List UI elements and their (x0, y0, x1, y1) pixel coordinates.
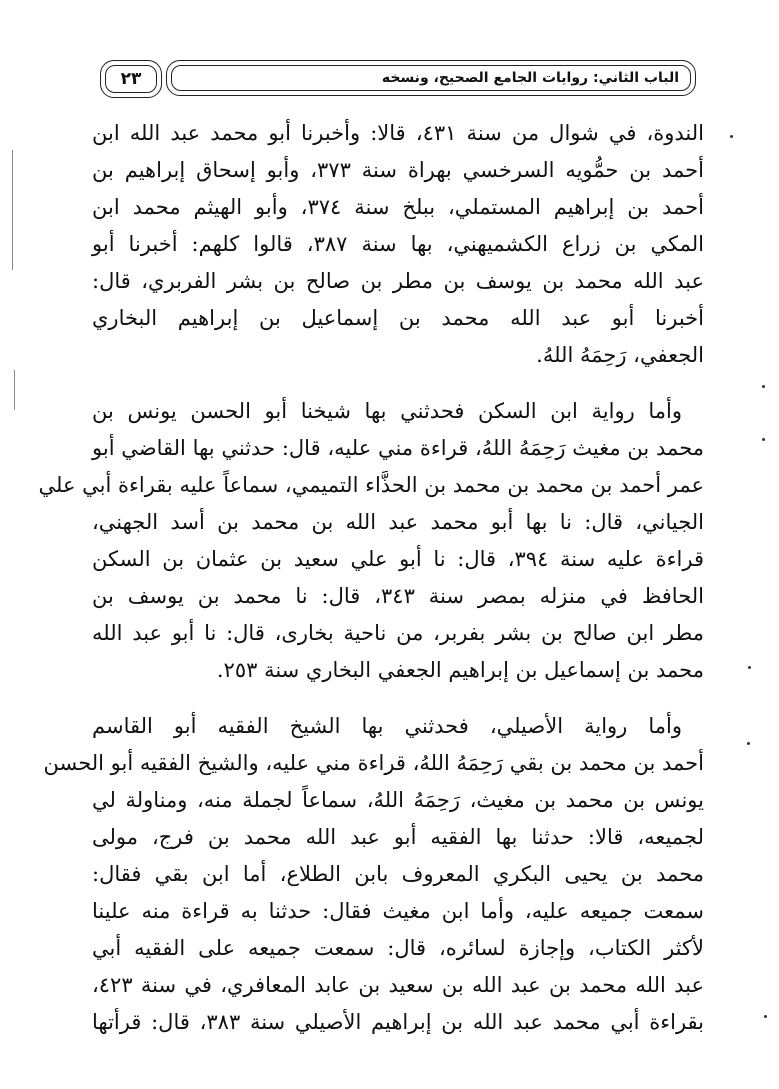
scan-speck (747, 742, 750, 745)
text-line: عبد الله محمد بن يوسف بن مطر بن صالح بن بشر الفربري، قال: (92, 269, 704, 293)
text-line: عمر أحمد بن محمد بن محمد بن الحذَّاء التميمي، سماعاً عليه بقراءة أبي علي (38, 473, 704, 497)
scan-speck (748, 666, 751, 669)
scan-speck (762, 438, 765, 441)
text-line: محمد بن مغيث رَحِمَهُ اللهُ، قراءة مني عليه، قال: حدثني بها القاضي أبو (92, 436, 704, 460)
text-line: وأما رواية الأصيلي، فحدثني بها الشيخ الفقيه أبو القاسم (92, 714, 682, 738)
text-line: محمد بن إسماعيل بن إبراهيم الجعفي البخاري سنة ٢٥٣. (216, 658, 704, 682)
body-text (38, 115, 704, 1041)
running-title-text: الباب الثاني: روايات الجامع الصحيح، ونسخه (381, 70, 679, 86)
text-line: لجميعه، قالا: حدثنا بها الفقيه أبو عبد الله محمد بن فرج، مولى (92, 825, 704, 849)
text-line: يونس بن محمد بن مغيث، رَحِمَهُ اللهُ، سماعاً لجملة منه، ومناولة لي (92, 788, 704, 812)
text-line: لأكثر الكتاب، وإجازة لسائره، قال: سمعت جميعه على الفقيه أبي (92, 936, 704, 960)
scan-speck (764, 1015, 767, 1018)
text-line: أحمد بن محمد بن بقي رَحِمَهُ اللهُ، قراءة مني عليه، والشيخ الفقيه أبو الحسن (43, 751, 704, 775)
scan-speck (730, 135, 733, 138)
page-header (100, 60, 700, 100)
running-title (166, 60, 696, 96)
paragraph-1 (92, 115, 704, 374)
text-line: المكي بن زراع الكشميهني، بها سنة ٣٨٧، قالوا كلهم: أخبرنا أبو (92, 232, 704, 256)
text-line: سمعت جميعه عليه، وأما ابن مغيث فقال: حدثنا به قراءة منه علينا (92, 899, 704, 923)
scan-line (12, 150, 13, 270)
text-line: عبد الله محمد بن عبد الله بن سعيد بن عابد المعافري، في سنة ٤٢٣، (92, 973, 704, 997)
text-line: بقراءة أبي محمد عبد الله بن إبراهيم الأصيلي سنة ٣٨٣، قال: قرأتها (92, 1010, 704, 1034)
text-line: وأما رواية ابن السكن فحدثني بها شيخنا أبو الحسن يونس بن (92, 399, 682, 423)
text-line: الجياني، قال: نا بها أبو محمد عبد الله بن محمد بن أسد الجهني، (92, 510, 704, 534)
text-line: قراءة عليه سنة ٣٩٤، قال: نا أبو علي سعيد بن عثمان بن السكن (92, 547, 704, 571)
paragraph-3 (43, 708, 704, 1041)
paragraph-2 (38, 393, 704, 689)
scan-line (14, 370, 15, 410)
text-line: الندوة، في شوال من سنة ٤٣١، قالا: وأخبرنا أبو محمد عبد الله ابن (92, 121, 704, 145)
text-line: أحمد بن حمُّويه السرخسي بهراة سنة ٣٧٣، وأبو إسحاق إبراهيم بن (92, 158, 704, 182)
text-line: أحمد بن إبراهيم المستملي، ببلخ سنة ٣٧٤، وأبو الهيثم محمد ابن (92, 195, 704, 219)
text-line: الجعفي، رَحِمَهُ اللهُ. (536, 343, 704, 367)
scan-speck (762, 385, 765, 388)
text-line: أخبرنا أبو عبد الله محمد بن إسماعيل بن إبراهيم البخاري (92, 306, 704, 330)
page-number: ٢٣ (100, 60, 162, 98)
text-line: مطر ابن صالح بن بشر بفربر، من ناحية بخارى، قال: نا أبو عبد الله (92, 621, 704, 645)
text-line: الحافظ في منزله بمصر سنة ٣٤٣، قال: نا محمد بن يوسف بن (92, 584, 704, 608)
text-line: محمد بن يحيى البكري المعروف بابن الطلاع، أما ابن بقي فقال: (92, 862, 704, 886)
